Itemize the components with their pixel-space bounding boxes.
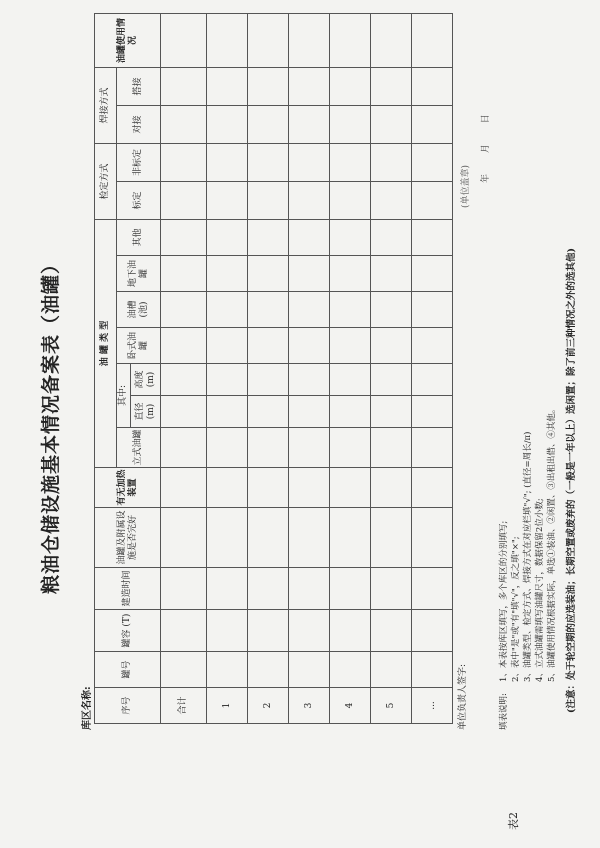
table-cell <box>161 143 207 181</box>
table-cell <box>330 219 371 255</box>
table-cell <box>207 364 248 396</box>
table-cell <box>330 328 371 364</box>
header-lap: 搭接 <box>117 67 161 105</box>
table-cell <box>412 143 453 181</box>
table-cell <box>207 181 248 219</box>
table-cell <box>161 13 207 67</box>
table-cell <box>248 292 289 328</box>
header-verify-method: 检定方式 <box>95 143 117 219</box>
table-cell <box>248 67 289 105</box>
header-non-calibrated: 非标定 <box>117 143 161 181</box>
table-cell <box>207 610 248 652</box>
note-item: 4、立式油罐需填写油罐尺寸，数据保留2位小数; <box>535 498 545 682</box>
header-horizontal: 卧式油罐 <box>117 328 161 364</box>
table-cell <box>330 181 371 219</box>
table-cell <box>207 468 248 508</box>
table-cell <box>289 256 330 292</box>
table-cell <box>330 143 371 181</box>
table-cell <box>330 652 371 688</box>
table-cell <box>289 292 330 328</box>
table-label: 表2 <box>507 812 520 830</box>
table-cell <box>207 105 248 143</box>
table-cell <box>248 256 289 292</box>
table-cell <box>412 328 453 364</box>
note-item: 5、油罐使用情况根据实际，单选①装油、②闲置、③出租出借、④其他。 <box>547 404 557 682</box>
table-cell <box>412 219 453 255</box>
table-cell <box>207 652 248 688</box>
table-row <box>412 13 453 723</box>
table-cell <box>371 396 412 428</box>
table-cell <box>289 468 330 508</box>
table-cell <box>207 219 248 255</box>
table-cell <box>412 428 453 468</box>
table-cell <box>289 568 330 610</box>
table-cell <box>248 181 289 219</box>
table-cell <box>371 364 412 396</box>
row-seq-cell: 5 <box>371 688 412 724</box>
table-cell <box>207 568 248 610</box>
table-cell <box>371 219 412 255</box>
table-cell <box>161 256 207 292</box>
header-capacity: 罐容 (T) <box>95 610 161 652</box>
table-cell <box>248 219 289 255</box>
header-pool: 油槽 (池) <box>117 292 161 328</box>
table-cell <box>207 396 248 428</box>
table-cell <box>207 292 248 328</box>
row-seq-cell: 1 <box>207 688 248 724</box>
table-cell <box>248 396 289 428</box>
table-cell <box>412 256 453 292</box>
table-cell <box>330 508 371 568</box>
table-cell <box>371 105 412 143</box>
table-cell <box>248 428 289 468</box>
table-cell <box>371 508 412 568</box>
header-heating: 有无加热装置 <box>95 468 161 508</box>
table-cell <box>412 468 453 508</box>
table-cell <box>371 256 412 292</box>
header-of-which: 其中: <box>117 364 131 428</box>
table-cell <box>371 610 412 652</box>
table-cell <box>412 13 453 67</box>
header-calibrated: 标定 <box>117 181 161 219</box>
table-cell <box>412 364 453 396</box>
table-cell <box>412 652 453 688</box>
table-cell <box>330 468 371 508</box>
table-cell <box>289 364 330 396</box>
row-seq-cell: 4 <box>330 688 371 724</box>
table-cell <box>412 292 453 328</box>
table-cell <box>371 13 412 67</box>
row-seq-cell: ... <box>412 688 453 724</box>
table-cell <box>412 508 453 568</box>
table-row <box>248 13 289 723</box>
table-cell <box>248 328 289 364</box>
header-facility-ok: 油罐及附属设施是否完好 <box>95 508 161 568</box>
header-weld-method: 焊接方式 <box>95 67 117 143</box>
table-cell <box>371 67 412 105</box>
table-cell <box>161 428 207 468</box>
table-cell <box>289 13 330 67</box>
table-cell <box>371 328 412 364</box>
seal-label: (单位盖章) <box>461 164 471 208</box>
table-cell <box>161 364 207 396</box>
table-cell <box>289 328 330 364</box>
header-build-time: 建造时间 <box>95 568 161 610</box>
table-cell <box>161 292 207 328</box>
table-cell <box>330 105 371 143</box>
header-tank-type: 油 罐 类 型 <box>95 219 117 467</box>
table-cell <box>330 364 371 396</box>
filing-table <box>94 13 453 724</box>
table-cell <box>371 468 412 508</box>
table-cell <box>207 428 248 468</box>
table-cell <box>330 396 371 428</box>
table-cell <box>161 105 207 143</box>
table-cell <box>412 67 453 105</box>
table-cell <box>248 13 289 67</box>
table-cell <box>371 428 412 468</box>
table-row <box>371 13 412 723</box>
table-cell <box>289 181 330 219</box>
table-cell <box>207 67 248 105</box>
table-row <box>207 13 248 723</box>
table-cell <box>248 610 289 652</box>
table-cell <box>330 256 371 292</box>
table-cell <box>248 468 289 508</box>
table-cell <box>248 105 289 143</box>
notes <box>498 110 558 730</box>
table-cell <box>248 568 289 610</box>
depot-name-label: 库区名称: <box>82 686 93 730</box>
row-seq-cell: 合计 <box>161 688 207 724</box>
table-cell <box>289 143 330 181</box>
table-cell <box>330 610 371 652</box>
table-cell <box>289 105 330 143</box>
table-cell <box>371 292 412 328</box>
table-cell <box>161 568 207 610</box>
table-cell <box>330 67 371 105</box>
header-diameter: 直径 (m) <box>131 396 161 428</box>
table-cell <box>412 105 453 143</box>
table-cell <box>161 181 207 219</box>
table-cell <box>289 610 330 652</box>
table-cell <box>248 652 289 688</box>
table-body <box>161 13 453 723</box>
table-cell <box>161 396 207 428</box>
table-cell <box>412 181 453 219</box>
table-cell <box>248 364 289 396</box>
table-cell <box>248 143 289 181</box>
table-row <box>161 13 207 723</box>
header-seq: 序号 <box>95 688 161 724</box>
table-cell <box>161 508 207 568</box>
table-cell <box>412 610 453 652</box>
header-usage: 油罐使用情况 <box>95 13 161 67</box>
table-cell <box>289 652 330 688</box>
table-cell <box>248 508 289 568</box>
row-seq-cell: 2 <box>248 688 289 724</box>
table-row <box>330 13 371 723</box>
table-cell <box>289 396 330 428</box>
table-cell <box>371 143 412 181</box>
header-underground: 地下油罐 <box>117 256 161 292</box>
header-other: 其他 <box>117 219 161 255</box>
page-title: 粮油仓储设施基本情况备案表（油罐） <box>40 254 62 595</box>
table-cell <box>371 181 412 219</box>
header-butt: 对接 <box>117 105 161 143</box>
table-cell <box>330 13 371 67</box>
reporter-signature-label: 单位负责人签字: <box>458 663 468 730</box>
table-cell <box>207 256 248 292</box>
table-cell <box>207 508 248 568</box>
table-cell <box>371 652 412 688</box>
note-item: 3、油罐类型、检定方式、焊接方式在对应栏填"√"; (直径=周长/π) <box>523 431 533 682</box>
header-height: 高度 (m) <box>131 364 161 396</box>
table-cell <box>161 468 207 508</box>
table-cell <box>412 568 453 610</box>
note-bold: (注意：处于轮空期的应选装油；长期空置或废弃的（一般是一年以上）选闲置；除了前三种情况之外的选其他) <box>566 248 577 713</box>
date-label: 年 月 日 <box>481 114 491 183</box>
table-cell <box>207 13 248 67</box>
table-cell <box>289 508 330 568</box>
table-cell <box>371 568 412 610</box>
notes-lead: 填表说明: <box>499 693 509 730</box>
table-cell <box>412 396 453 428</box>
table-cell <box>207 143 248 181</box>
row-seq-cell: 3 <box>289 688 330 724</box>
table-cell <box>161 219 207 255</box>
note-item: 1、本表按库区填写，多个库区的分别填写; <box>499 520 509 682</box>
table-cell <box>161 328 207 364</box>
header-tank-no: 罐号 <box>95 652 161 688</box>
table-row <box>289 13 330 723</box>
table-cell <box>207 328 248 364</box>
header-vertical: 立式油罐 <box>117 428 161 468</box>
table-cell <box>161 610 207 652</box>
table-cell <box>330 428 371 468</box>
table-cell <box>330 568 371 610</box>
table-cell <box>289 219 330 255</box>
table-cell <box>330 292 371 328</box>
table-cell <box>289 428 330 468</box>
table-cell <box>289 67 330 105</box>
table-cell <box>161 652 207 688</box>
table-cell <box>161 67 207 105</box>
note-item: 2、表中"是"或"有"填"√"，反之填"×"; <box>511 536 521 682</box>
